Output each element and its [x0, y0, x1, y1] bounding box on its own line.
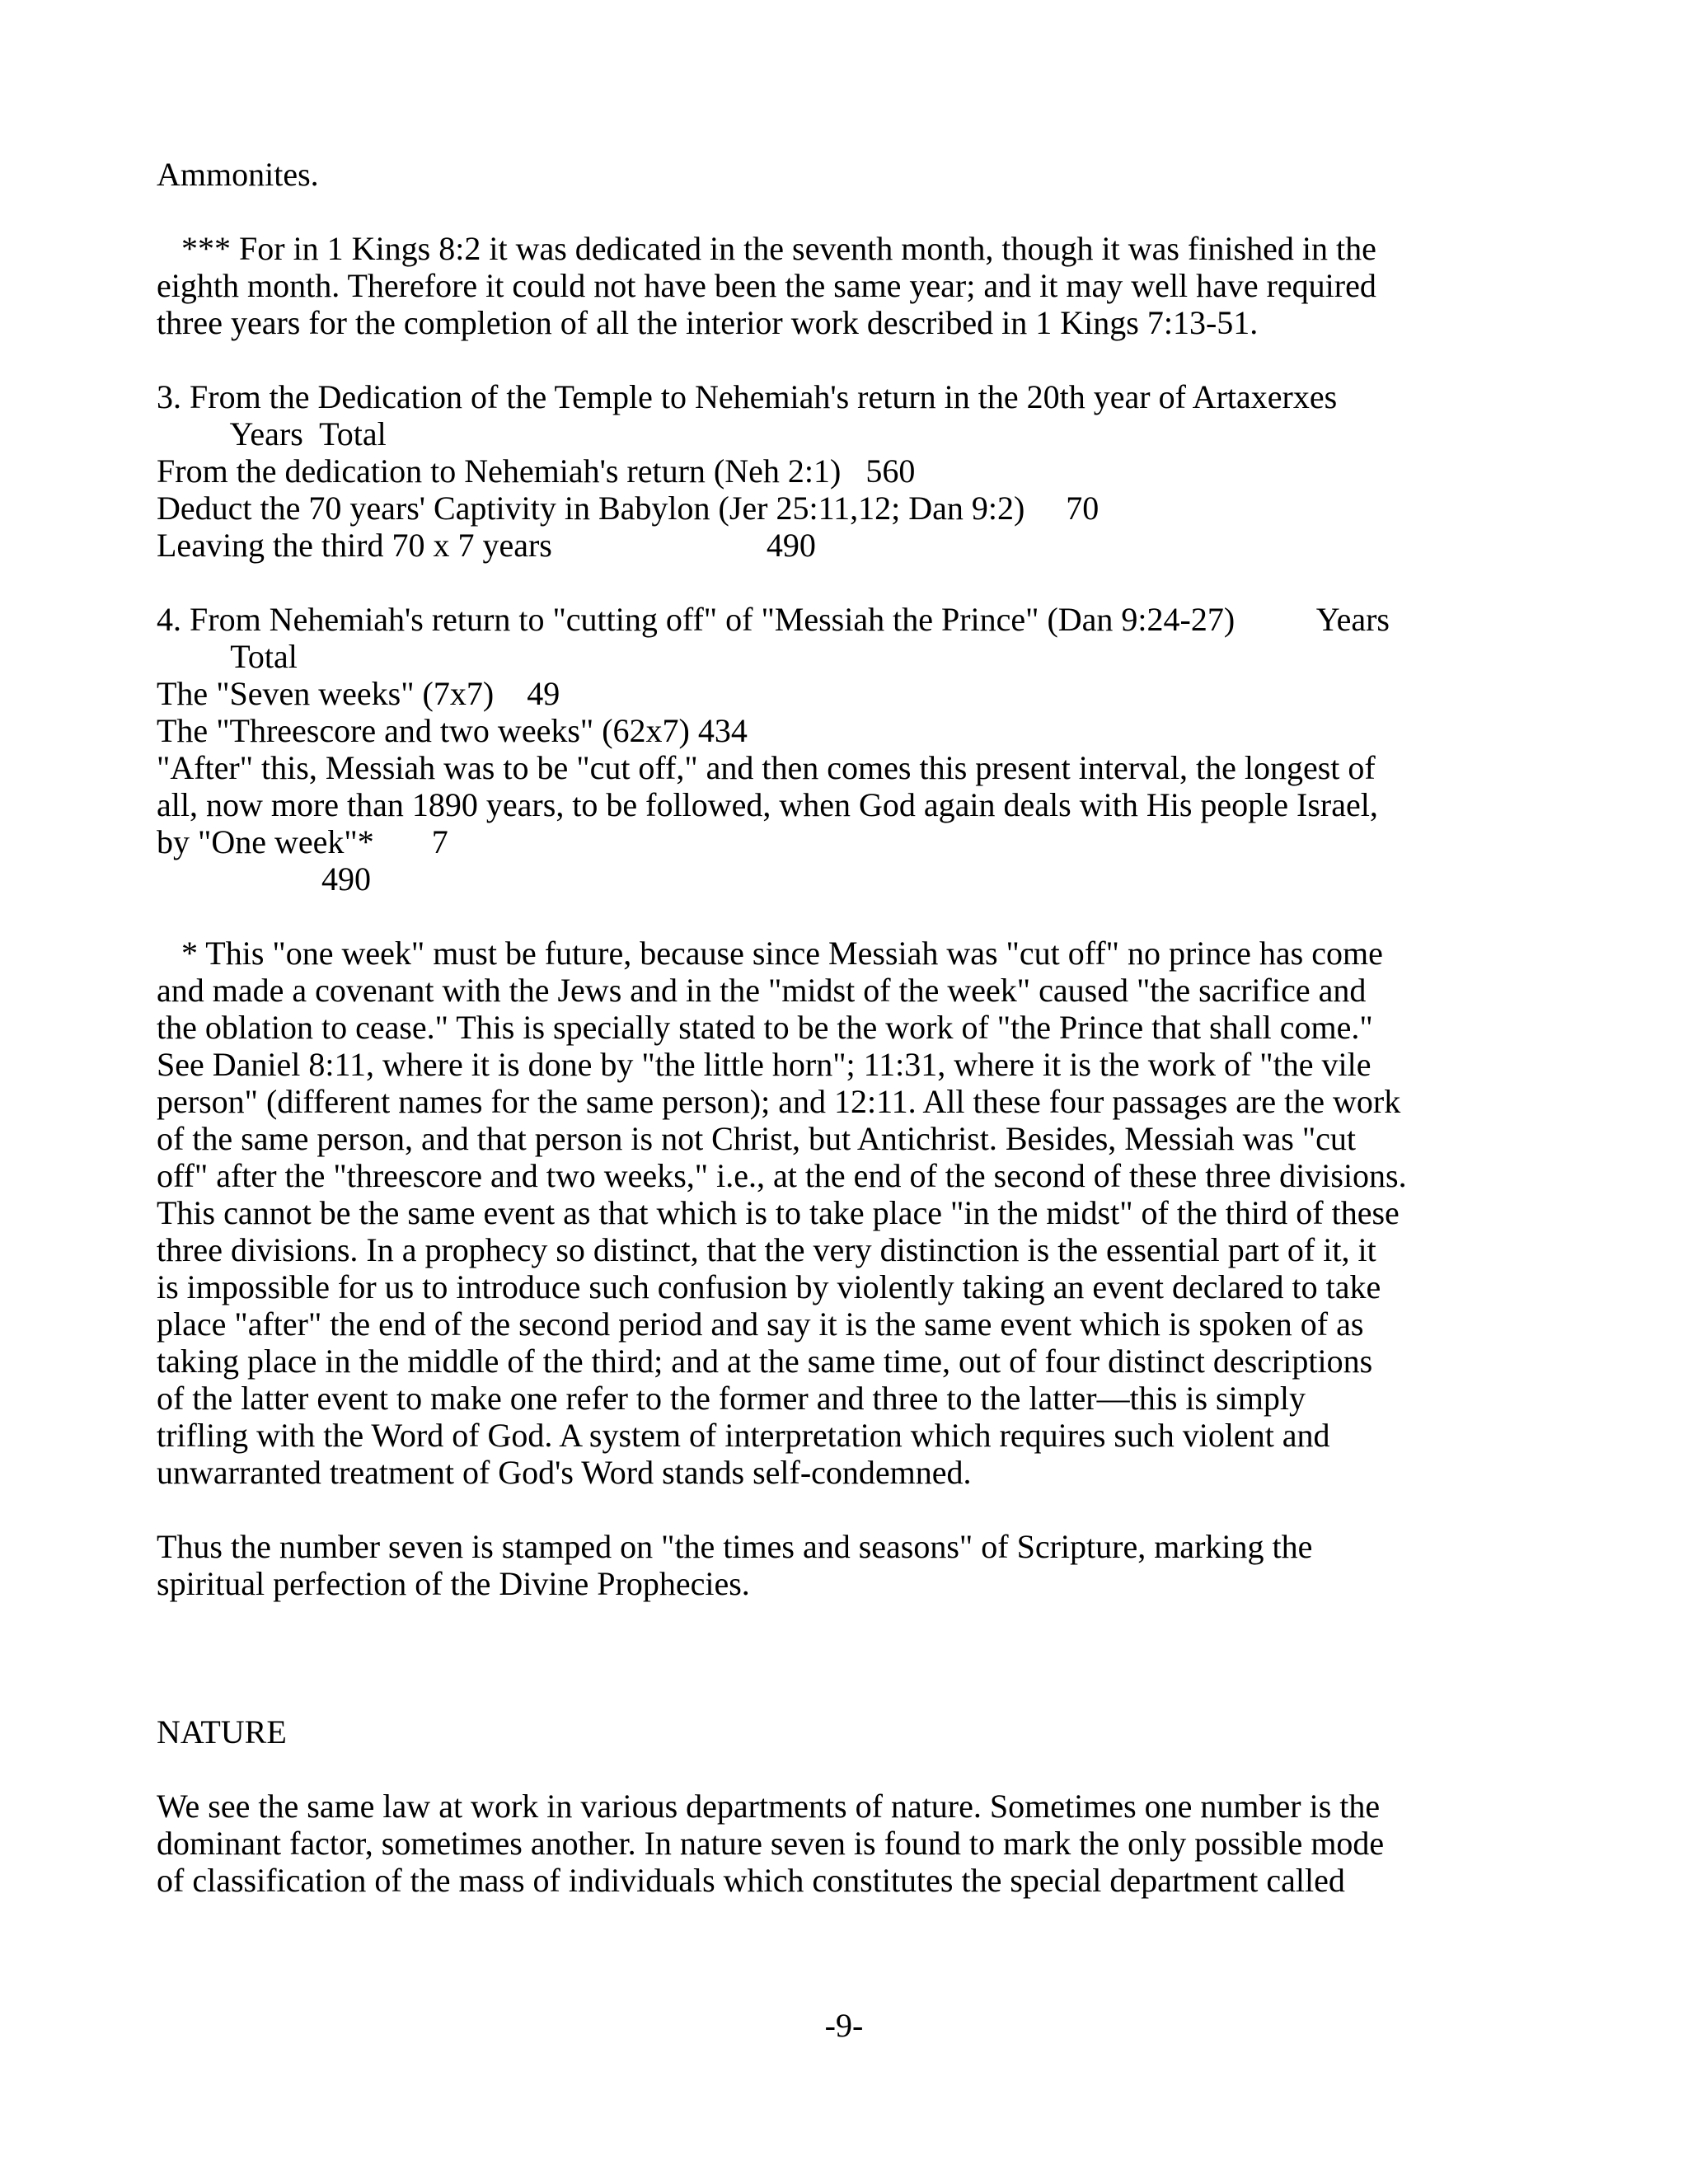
text-line: of the same person, and that person is not Christ, but Antichrist. Besides, Messiah was "cut	[157, 1120, 1357, 1157]
text-line: unwarranted treatment of God's Word stands self-condemned.	[157, 1454, 972, 1491]
text-line: 4. From Nehemiah's return to "cutting off" of "Messiah the Prince" (Dan 9:24-27) Years	[157, 601, 1390, 638]
text-line: Years Total	[157, 415, 387, 452]
text-line: is impossible for us to introduce such confusion by violently taking an event declared to take	[157, 1268, 1381, 1305]
text-line: Deduct the 70 years' Captivity in Babylon (Jer 25:11,12; Dan 9:2) 70	[157, 490, 1100, 527]
text-line: This cannot be the same event as that which is to take place "in the midst" of the third of these	[157, 1194, 1400, 1231]
text-line: place "after" the end of the second period and say it is the same event which is spoken of as	[157, 1305, 1364, 1343]
text-line: Leaving the third 70 x 7 years 490	[157, 527, 816, 564]
text-line: * This "one week" must be future, because since Messiah was "cut off" no prince has come	[157, 935, 1383, 972]
text-line: person" (different names for the same person); and 12:11. All these four passages are the work	[157, 1083, 1401, 1120]
text-line: Total	[157, 638, 298, 675]
text-line: by "One week"* 7	[157, 823, 448, 860]
text-line: dominant factor, sometimes another. In nature seven is found to mark the only possible mode	[157, 1825, 1385, 1862]
text-line: We see the same law at work in various departments of nature. Sometimes one number is the	[157, 1788, 1381, 1825]
text-line: eighth month. Therefore it could not have been the same year; and it may well have required	[157, 267, 1376, 304]
text-line: *** For in 1 Kings 8:2 it was dedicated in the seventh month, though it was finished in the	[157, 230, 1376, 267]
text-line: trifling with the Word of God. A system of interpretation which requires such violent and	[157, 1417, 1330, 1454]
text-line: three divisions. In a prophecy so distinct, that the very distinction is the essential part of it, it	[157, 1231, 1376, 1268]
text-line: of the latter event to make one refer to the former and three to the latter—this is simply	[157, 1380, 1306, 1417]
text-line: The "Seven weeks" (7x7) 49	[157, 675, 560, 712]
text-line: and made a covenant with the Jews and in the "midst of the week" caused "the sacrifice and	[157, 972, 1367, 1009]
text-line: taking place in the middle of the third; and at the same time, out of four distinct descriptions	[157, 1343, 1373, 1380]
text-line: off" after the "threescore and two weeks," i.e., at the end of the second of these three divisions.	[157, 1157, 1407, 1194]
text-line: spiritual perfection of the Divine Prophecies.	[157, 1565, 750, 1602]
text-line: all, now more than 1890 years, to be followed, when God again deals with His people Israel,	[157, 786, 1378, 823]
text-line: Thus the number seven is stamped on "the times and seasons" of Scripture, marking the	[157, 1528, 1313, 1565]
text-line: "After" this, Messiah was to be "cut off," and then comes this present interval, the longest of	[157, 749, 1376, 786]
text-line: From the dedication to Nehemiah's return (Neh 2:1) 560	[157, 452, 916, 490]
text-line: the oblation to cease." This is specially stated to be the work of "the Prince that shall come."	[157, 1009, 1373, 1046]
text-line: three years for the completion of all the interior work described in 1 Kings 7:13-51.	[157, 304, 1259, 341]
section-heading: NATURE	[157, 1713, 287, 1750]
text-line: of classification of the mass of individuals which constitutes the special department called	[157, 1862, 1345, 1899]
text-line: 3. From the Dedication of the Temple to Nehemiah's return in the 20th year of Artaxerxes	[157, 378, 1338, 415]
page-number: -9-	[824, 2007, 864, 2044]
text-line: 490	[157, 860, 371, 898]
text-line: See Daniel 8:11, where it is done by "the little horn"; 11:31, where it is the work of "the vile	[157, 1046, 1372, 1083]
text-line: Ammonites.	[157, 156, 319, 193]
text-line: The "Threescore and two weeks" (62x7) 434	[157, 712, 748, 749]
